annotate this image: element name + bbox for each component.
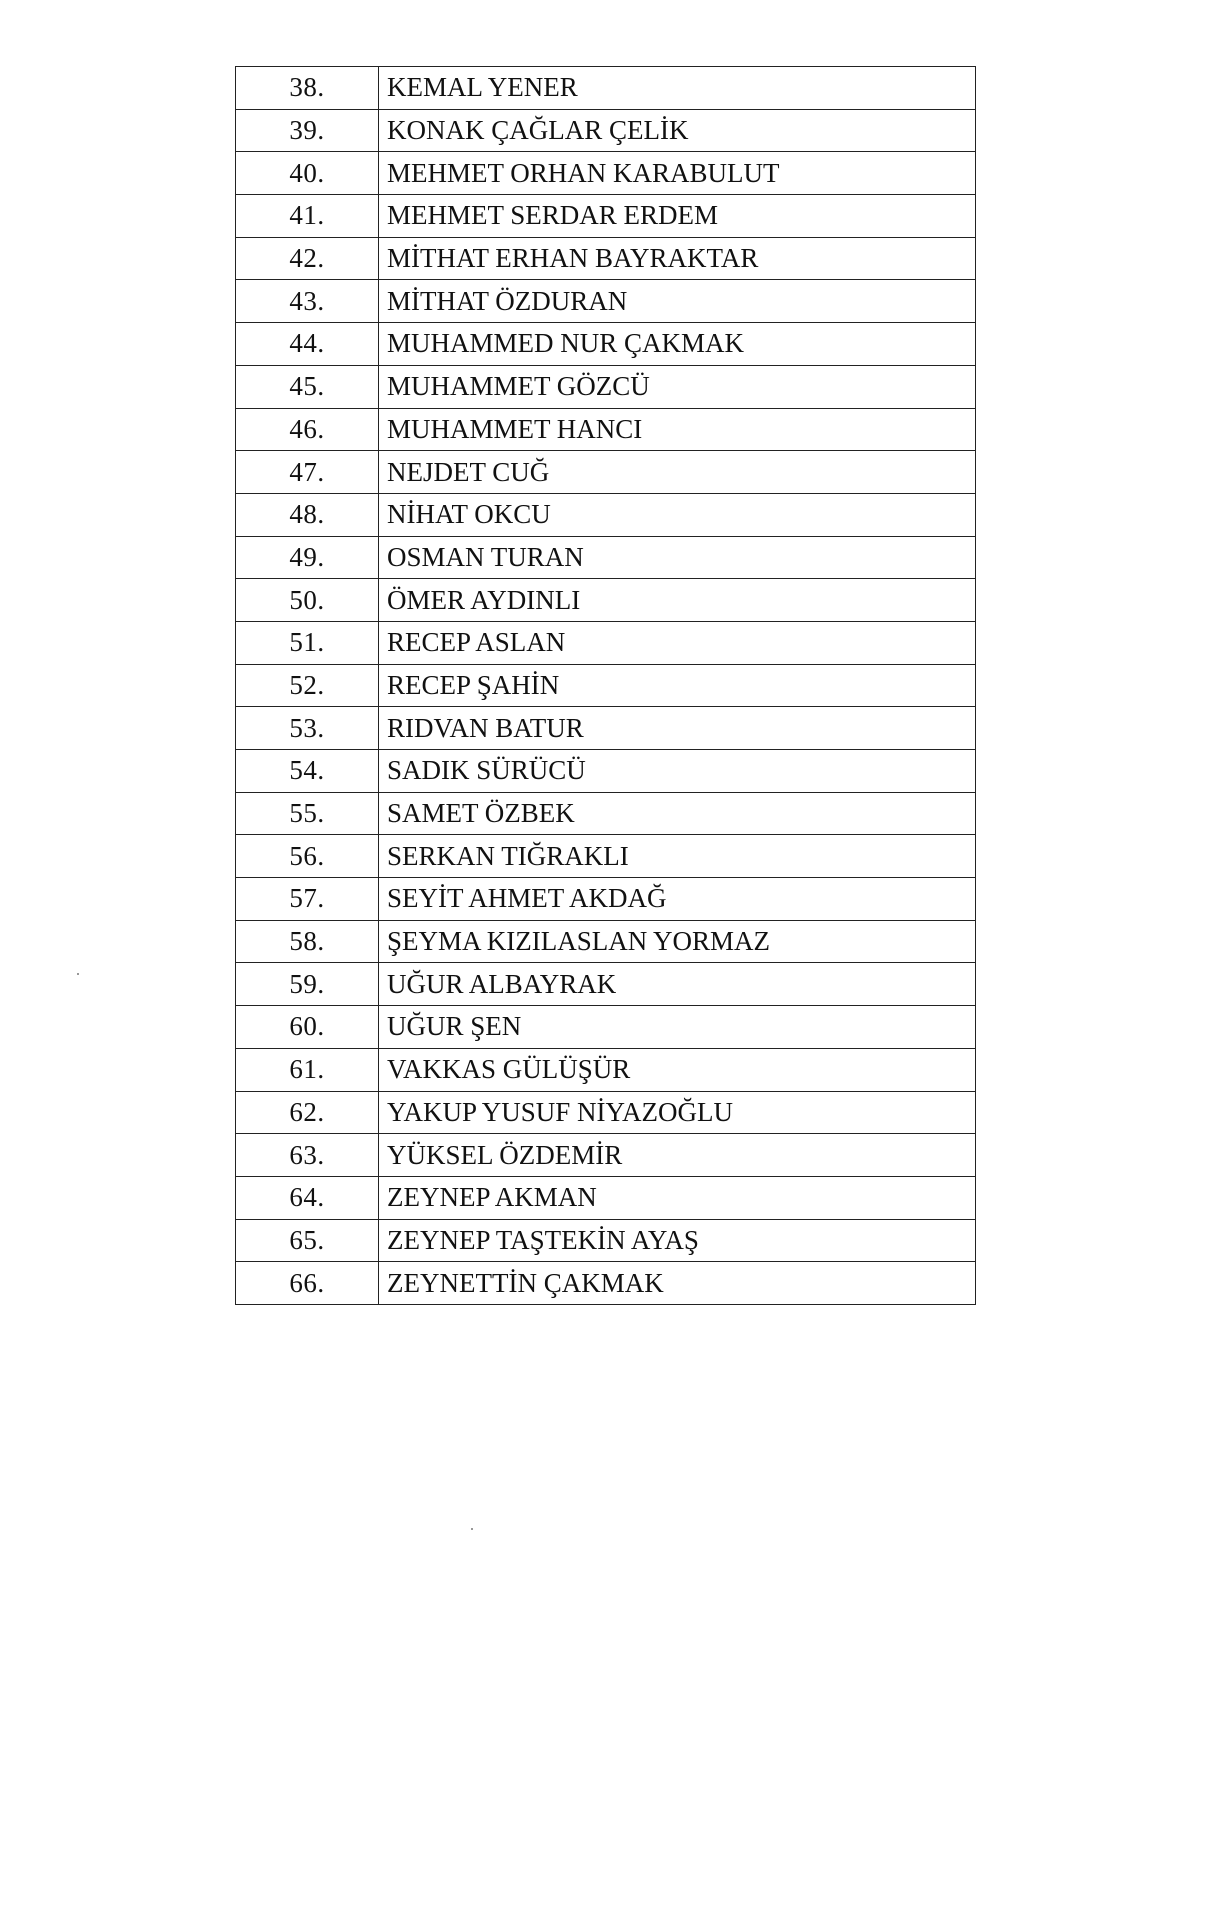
row-number: 59. xyxy=(236,963,379,1006)
row-number: 61. xyxy=(236,1048,379,1091)
table-row xyxy=(236,1006,976,1049)
person-name: UĞUR ŞEN xyxy=(379,1006,976,1049)
person-name: MİTHAT ERHAN BAYRAKTAR xyxy=(379,237,976,280)
row-number: 44. xyxy=(236,323,379,366)
row-number: 43. xyxy=(236,280,379,323)
row-number: 49. xyxy=(236,536,379,579)
row-number: 47. xyxy=(236,451,379,494)
person-name: ZEYNEP AKMAN xyxy=(379,1176,976,1219)
person-name: NİHAT OKCU xyxy=(379,493,976,536)
table-row xyxy=(236,1262,976,1305)
person-name: OSMAN TURAN xyxy=(379,536,976,579)
person-name: SADIK SÜRÜCÜ xyxy=(379,750,976,793)
row-number: 57. xyxy=(236,878,379,921)
table-row xyxy=(236,664,976,707)
row-number: 53. xyxy=(236,707,379,750)
table-row xyxy=(236,579,976,622)
row-number: 58. xyxy=(236,920,379,963)
table-row xyxy=(236,195,976,238)
table-row xyxy=(236,152,976,195)
table-row xyxy=(236,878,976,921)
table-row xyxy=(236,323,976,366)
person-name: RECEP ASLAN xyxy=(379,621,976,664)
row-number: 39. xyxy=(236,109,379,152)
table-row xyxy=(236,1219,976,1262)
row-number: 63. xyxy=(236,1134,379,1177)
table-row xyxy=(236,451,976,494)
table-row xyxy=(236,493,976,536)
person-name: MEHMET SERDAR ERDEM xyxy=(379,195,976,238)
row-number: 52. xyxy=(236,664,379,707)
row-number: 54. xyxy=(236,750,379,793)
person-name: ZEYNETTİN ÇAKMAK xyxy=(379,1262,976,1305)
person-name: ÖMER AYDINLI xyxy=(379,579,976,622)
table-row xyxy=(236,792,976,835)
person-name: KONAK ÇAĞLAR ÇELİK xyxy=(379,109,976,152)
table-row xyxy=(236,408,976,451)
person-name: SEYİT AHMET AKDAĞ xyxy=(379,878,976,921)
row-number: 50. xyxy=(236,579,379,622)
table-row xyxy=(236,707,976,750)
row-number: 60. xyxy=(236,1006,379,1049)
person-name: YAKUP YUSUF NİYAZOĞLU xyxy=(379,1091,976,1134)
row-number: 45. xyxy=(236,365,379,408)
table-row xyxy=(236,365,976,408)
scan-speck xyxy=(471,1528,473,1530)
row-number: 46. xyxy=(236,408,379,451)
person-name: KEMAL YENER xyxy=(379,67,976,110)
person-name: RIDVAN BATUR xyxy=(379,707,976,750)
row-number: 40. xyxy=(236,152,379,195)
row-number: 56. xyxy=(236,835,379,878)
person-name: SAMET ÖZBEK xyxy=(379,792,976,835)
table-row xyxy=(236,280,976,323)
person-name: SERKAN TIĞRAKLI xyxy=(379,835,976,878)
person-name: NEJDET CUĞ xyxy=(379,451,976,494)
person-name: YÜKSEL ÖZDEMİR xyxy=(379,1134,976,1177)
person-name: ZEYNEP TAŞTEKİN AYAŞ xyxy=(379,1219,976,1262)
person-name: MİTHAT ÖZDURAN xyxy=(379,280,976,323)
person-name: ŞEYMA KIZILASLAN YORMAZ xyxy=(379,920,976,963)
row-number: 66. xyxy=(236,1262,379,1305)
table-row xyxy=(236,536,976,579)
row-number: 51. xyxy=(236,621,379,664)
scan-speck xyxy=(77,973,79,975)
table-row xyxy=(236,67,976,110)
row-number: 64. xyxy=(236,1176,379,1219)
table-row xyxy=(236,920,976,963)
table-row xyxy=(236,1091,976,1134)
person-name: UĞUR ALBAYRAK xyxy=(379,963,976,1006)
table-row xyxy=(236,109,976,152)
row-number: 48. xyxy=(236,493,379,536)
table-row xyxy=(236,1176,976,1219)
table-row xyxy=(236,1134,976,1177)
table-row xyxy=(236,963,976,1006)
row-number: 42. xyxy=(236,237,379,280)
row-number: 55. xyxy=(236,792,379,835)
table-row xyxy=(236,835,976,878)
person-name: RECEP ŞAHİN xyxy=(379,664,976,707)
table-row xyxy=(236,237,976,280)
person-name: MUHAMMET GÖZCÜ xyxy=(379,365,976,408)
row-number: 65. xyxy=(236,1219,379,1262)
person-name: MUHAMMED NUR ÇAKMAK xyxy=(379,323,976,366)
person-name: VAKKAS GÜLÜŞÜR xyxy=(379,1048,976,1091)
names-table xyxy=(235,66,976,1305)
person-name: MEHMET ORHAN KARABULUT xyxy=(379,152,976,195)
table-row xyxy=(236,750,976,793)
row-number: 62. xyxy=(236,1091,379,1134)
names-table-body xyxy=(236,67,976,1305)
row-number: 38. xyxy=(236,67,379,110)
row-number: 41. xyxy=(236,195,379,238)
person-name: MUHAMMET HANCI xyxy=(379,408,976,451)
table-row xyxy=(236,621,976,664)
table-row xyxy=(236,1048,976,1091)
